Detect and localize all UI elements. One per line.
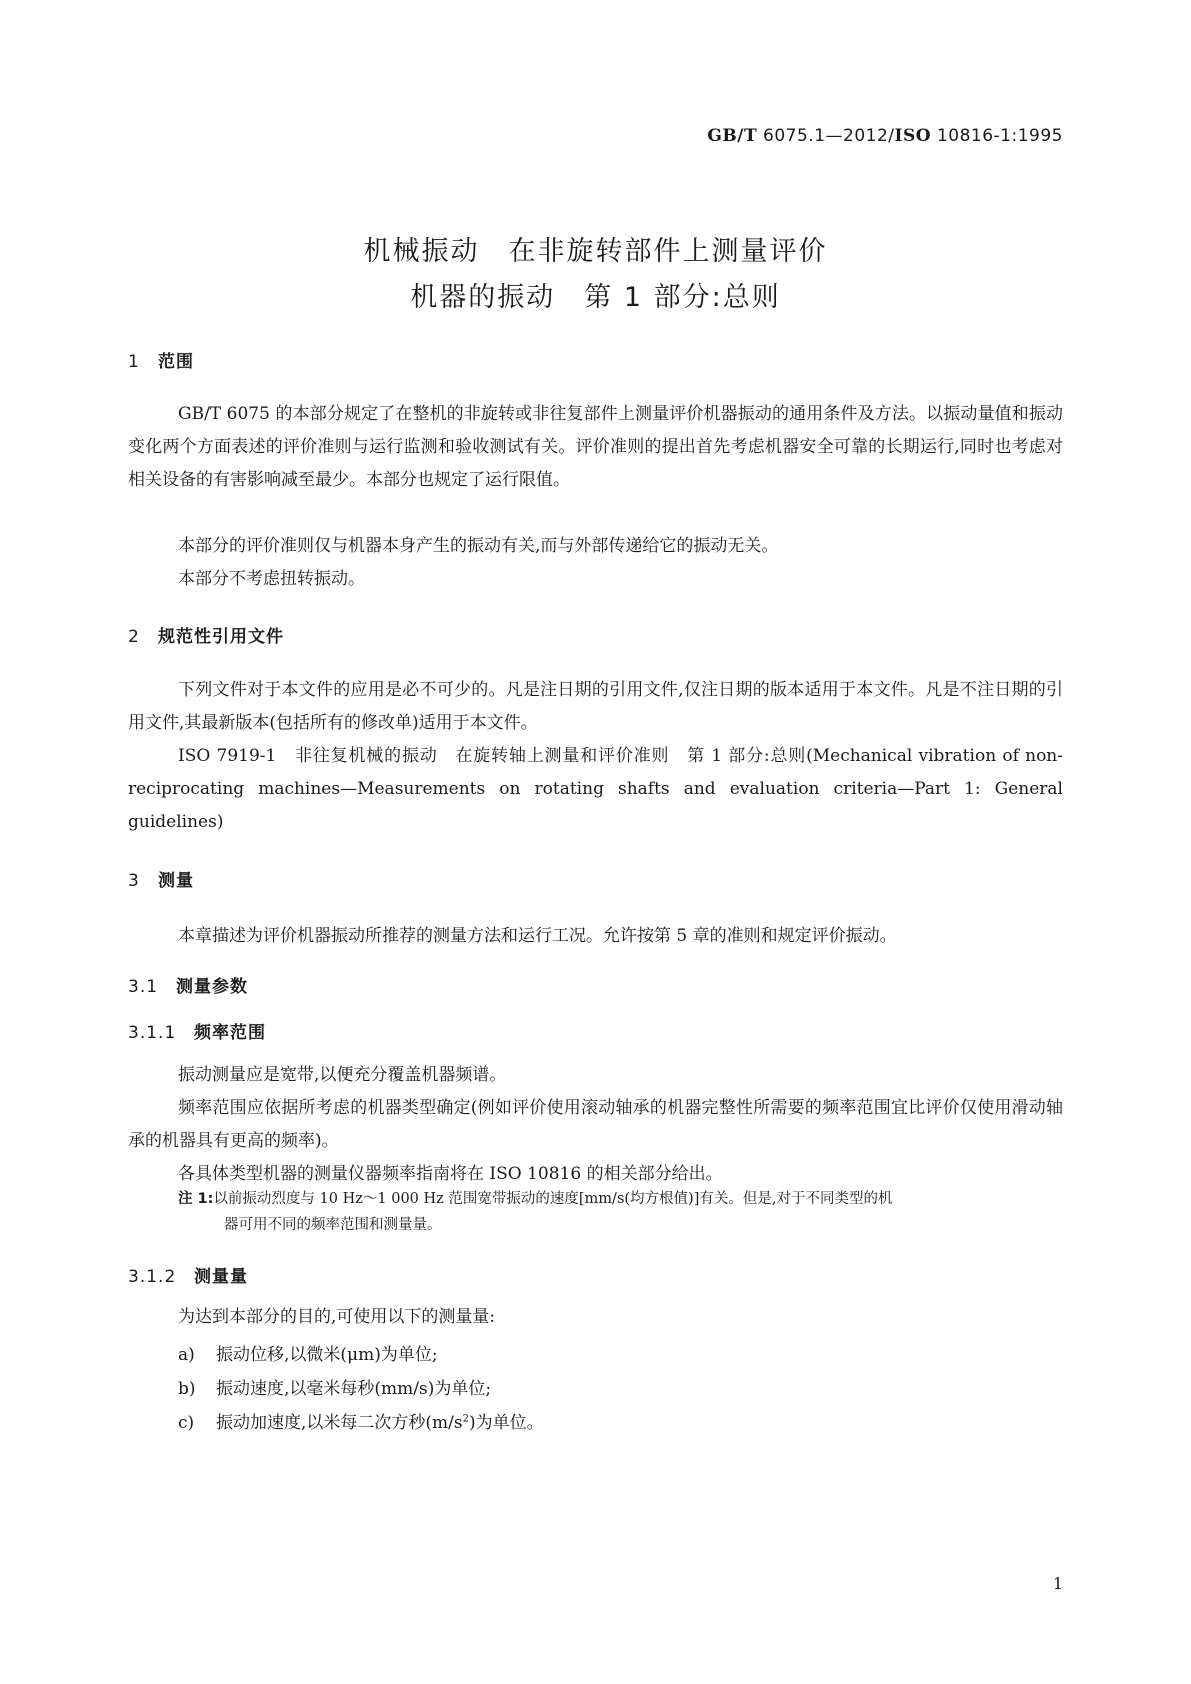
section-3-1-1-paragraph-3: 各具体类型机器的测量仪器频率指南将在 ISO 10816 的相关部分给出。 <box>178 1164 723 1184</box>
section-3-1-1-heading: 3.1.1 频率范围 <box>128 1023 266 1043</box>
section-3-1-heading: 3.1 测量参数 <box>128 977 248 997</box>
page-number: 1 <box>1052 1574 1063 1593</box>
note-1 <box>178 1186 1063 1238</box>
note-text-line2: 器可用不同的频率范围和测量量。 <box>224 1217 442 1233</box>
note-text-line1: 以前振动烈度与 10 Hz～1 000 Hz 范围宽带振动的速度[mm/s(均方根值)]有关。但是,对于不同类型的机 <box>213 1191 893 1207</box>
section-2-heading: 2 规范性引用文件 <box>128 627 284 647</box>
list-item-c: c) 振动加速度,以米每二次方秒$(m/s^2)$为单位。 <box>178 1413 544 1433</box>
note-label: 注 1: <box>178 1191 214 1207</box>
section-3-heading: 3 测量 <box>128 871 194 891</box>
document-title-line2: 机器的振动 第 1 部分:总则 <box>410 282 781 313</box>
section-3-1-2-heading: 3.1.2 测量量 <box>128 1267 248 1287</box>
section-1-paragraph-3: 本部分不考虑扭转振动。 <box>178 569 365 589</box>
list-item-a: a) 振动位移,以微米(μm)为单位; <box>178 1345 438 1365</box>
section-3-paragraph: 本章描述为评价机器振动所推荐的测量方法和运行工况。允许按第 5 章的准则和规定评价振动。 <box>178 926 897 946</box>
section-2-reference: ISO 7919-1 非往复机械的振动 在旋转轴上测量和评价准则 第 1 部分:总则(Mechanical vibration of non-reciprocating machines—Measurements on rotating shafts and evaluation criteria—Part 1: General guidelines) <box>128 746 1063 832</box>
section-3-1-2-paragraph: 为达到本部分的目的,可使用以下的测量量: <box>178 1307 496 1327</box>
document-title-line1: 机械振动 在非旋转部件上测量评价 <box>363 236 828 267</box>
section-1-paragraph-1: GB/T 6075 的本部分规定了在整机的非旋转或非往复部件上测量评价机器振动的通用条件及方法。以振动量值和振动变化两个方面表述的评价准则与运行监测和验收测试有关。评价准则的提出首先考虑机器安全可靠的长期运行,同时也考虑对相关设备的有害影响减至最少。本部分也规定了运行限值。 <box>128 404 1063 490</box>
list-item-b: b) 振动速度,以毫米每秒(mm/s)为单位; <box>178 1379 492 1399</box>
section-2-paragraph-1: 下列文件对于本文件的应用是必不可少的。凡是注日期的引用文件,仅注日期的版本适用于本文件。凡是不注日期的引用文件,其最新版本(包括所有的修改单)适用于本文件。 <box>128 680 1063 733</box>
section-1-paragraph-2: 本部分的评价准则仅与机器本身产生的振动有关,而与外部传递给它的振动无关。 <box>178 536 779 556</box>
standard-code: GB/T 6075.1—2012/ISO 10816-1:1995 <box>707 126 1063 146</box>
section-3-1-1-paragraph-2: 频率范围应依据所考虑的机器类型确定(例如评价使用滚动轴承的机器完整性所需要的频率范围宜比评价仅使用滑动轴承的机器具有更高的频率)。 <box>128 1098 1063 1151</box>
section-3-1-1-paragraph-1: 振动测量应是宽带,以便充分覆盖机器频谱。 <box>178 1065 507 1085</box>
section-1-heading: 1 范围 <box>128 352 194 372</box>
